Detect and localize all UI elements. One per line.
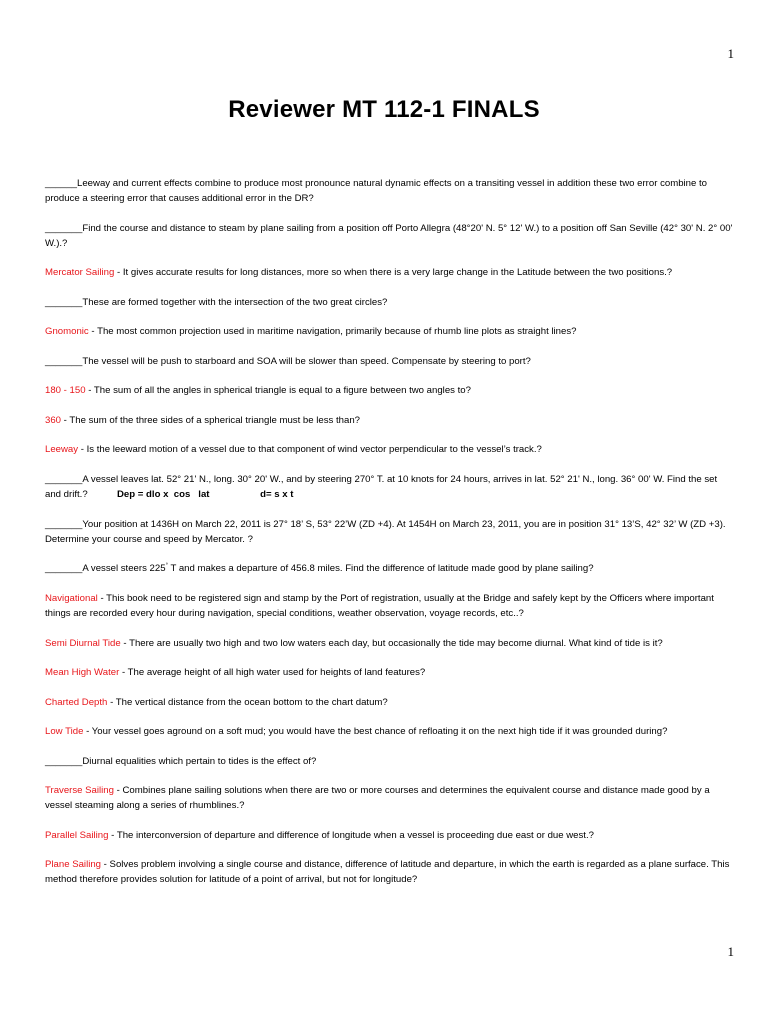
degree-superscript: ° xyxy=(165,563,168,570)
question-item xyxy=(45,413,735,428)
question-text: The vessel will be push to starboard and SOA will be slower than speed. Compensate by steering to port? xyxy=(82,355,531,367)
answer-term: Charted Depth xyxy=(45,696,108,708)
question-text: A vessel leaves lat. 52° 21' N., long. 30° 20' W., and by steering 270° T. at 10 knots for 24 hours, arrives in lat. 52° 21' N., long. 36° 00' W. Find the set and drift.? xyxy=(45,473,718,501)
question-text: The interconversion of departure and difference of longitude when a vessel is proceeding due east or due west.? xyxy=(116,829,594,841)
question-item xyxy=(45,783,735,813)
term-separator: - xyxy=(85,385,94,397)
term-separator: - xyxy=(83,726,92,738)
question-text: The sum of all the angles in spherical triangle is equal to a figure between two angles to? xyxy=(93,385,471,397)
question-item xyxy=(45,472,735,502)
question-text: It gives accurate results for long distances, more so when there is a very large change in the Latitude between the two positions.? xyxy=(122,267,673,279)
answer-blank: _______ xyxy=(45,518,83,530)
question-item xyxy=(45,695,735,710)
answer-blank: _______ xyxy=(45,473,83,485)
answer-blank: _______ xyxy=(45,222,83,234)
question-item xyxy=(45,517,735,547)
question-item xyxy=(45,176,735,206)
answer-term: Semi Diurnal Tide xyxy=(45,637,121,649)
question-item xyxy=(45,591,735,621)
header-page-number: 1 xyxy=(727,46,734,61)
answer-term: Parallel Sailing xyxy=(45,829,109,841)
question-item xyxy=(45,857,735,887)
question-text: These are formed together with the intersection of the two great circles? xyxy=(82,296,388,308)
term-separator: - xyxy=(88,326,98,338)
question-item xyxy=(45,354,735,369)
term-separator: - xyxy=(108,829,117,841)
answer-term: 180 - 150 xyxy=(45,385,86,397)
question-text: The sum of the three sides of a spherical triangle must be less than? xyxy=(69,414,361,426)
question-text: T and makes a departure of 456.8 miles. Find the difference of latitude made good by plane sailing? xyxy=(167,563,594,575)
question-text: This book need to be registered sign and stamp by the Port of registration, usually at the Bridge and safely kept by the Officers where important things are recorded every hour during navigation, special conditions, weather observation, voyage records, etc..? xyxy=(45,592,714,620)
question-text: Leeway and current effects combine to produce most pronounce natural dynamic effects on a transiting vessel in addition these two error combine to produce a steering error that causes additional error in the DR? xyxy=(45,178,708,205)
footer-page-number: 1 xyxy=(727,944,734,959)
answer-term: Navigational xyxy=(45,592,98,604)
question-item xyxy=(45,383,735,398)
question-item xyxy=(45,724,735,739)
answer-term: 360 xyxy=(45,414,62,426)
question-item xyxy=(45,754,735,769)
answer-blank: _______ xyxy=(45,296,83,308)
answer-term: Mercator Sailing xyxy=(45,267,115,279)
question-text: Diurnal equalities which pertain to tides is the effect of? xyxy=(82,755,317,767)
term-separator: - xyxy=(120,637,130,649)
question-item xyxy=(45,636,735,651)
question-text: Your vessel goes aground on a soft mud; you would have the best chance of refloating it on the next high tide if it was grounded during? xyxy=(91,726,668,738)
question-text: The average height of all high water used for heights of land features? xyxy=(127,667,426,679)
question-item xyxy=(45,265,735,280)
answer-term: Low Tide xyxy=(45,726,84,738)
answer-blank: _______ xyxy=(45,563,83,575)
question-text: There are usually two high and two low waters each day, but occasionally the tide may become diurnal. What kind of tide is it? xyxy=(129,637,663,649)
answer-term: Traverse Sailing xyxy=(45,785,114,797)
term-separator: - xyxy=(113,785,123,797)
question-text: Find the course and distance to steam by plane sailing from a position off Porto Allegra (48°20' N. 5° 12' W.) to a position off San Seville (42° 30' N. 2° 00' W.).? xyxy=(45,222,733,249)
question-item xyxy=(45,221,735,251)
answer-term: Leeway xyxy=(45,444,79,456)
question-text: The most common projection used in maritime navigation, primarily because of rhumb line plots as straight lines? xyxy=(97,326,577,338)
term-separator: - xyxy=(114,267,123,279)
question-item xyxy=(45,828,735,843)
question-item xyxy=(45,665,735,680)
term-separator: - xyxy=(101,859,110,871)
document-title: Reviewer MT 112-1 FINALS xyxy=(228,96,540,123)
question-item xyxy=(45,442,735,457)
question-text: Is the leeward motion of a vessel due to that component of wind vector perpendicular to the vessel’s track.? xyxy=(86,444,542,456)
answer-blank: ______ xyxy=(45,178,78,189)
question-text: The vertical distance from the ocean bottom to the chart datum? xyxy=(115,696,388,708)
question-text: Your position at 1436H on March 22, 2011 is 27° 18’ S, 53° 22’W (ZD +4). At 1454H on March 23, 2011, you are in position 31° 13’S, 42° 32’ W (ZD +3). Determine your course and speed by Mercator. ? xyxy=(45,518,726,545)
answer-blank: _______ xyxy=(45,355,83,367)
term-separator: - xyxy=(107,696,116,708)
answer-term: Plane Sailing xyxy=(45,859,102,871)
question-text: Combines plane sailing solutions when there are two or more courses and determines the equivalent course and distance made good by a vessel steaming along a series of rhumblines.? xyxy=(45,785,710,812)
term-separator: - xyxy=(97,592,107,604)
formula-text: Dep = dlo x cos lat d= s x t xyxy=(87,489,294,501)
question-item xyxy=(45,295,735,310)
term-separator: - xyxy=(119,667,128,679)
answer-term: Gnomonic xyxy=(45,326,89,338)
question-item xyxy=(45,324,735,339)
question-list xyxy=(45,176,735,902)
question-text: Solves problem involving a single course and distance, difference of latitude and departure, in which the earth is regarded as a plane surface. This method therefore provides solution for latitude of a point of arrival, but not for longitude? xyxy=(45,859,730,886)
question-text-start: A vessel steers 225 xyxy=(82,563,166,575)
term-separator: - xyxy=(61,414,70,426)
question-item xyxy=(45,561,735,576)
answer-term: Mean High Water xyxy=(45,667,120,679)
term-separator: - xyxy=(78,444,87,456)
answer-blank: _______ xyxy=(45,755,83,767)
